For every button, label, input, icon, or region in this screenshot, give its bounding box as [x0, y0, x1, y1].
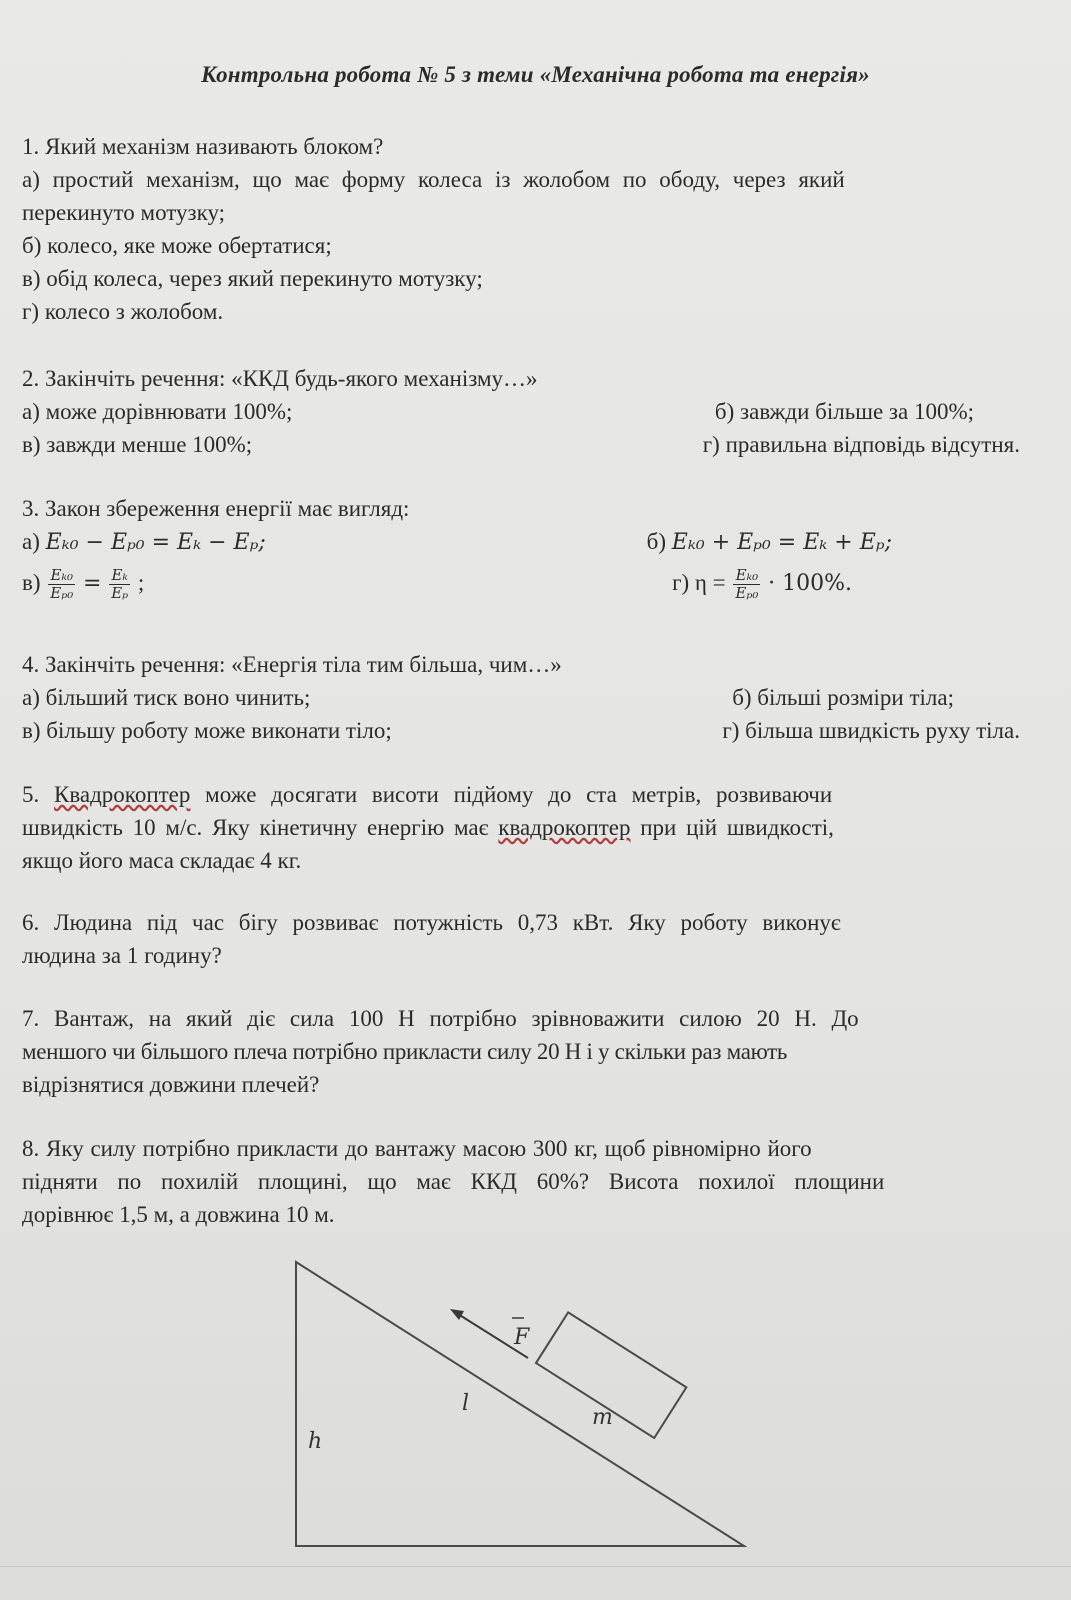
question-7-line-1: 7. Вантаж, на який діє сила 100 Н потрібно зрівноважити силою 20 Н. До: [22, 1006, 859, 1031]
question-1-option-b: б) колесо, яке може обертатися;: [22, 233, 332, 258]
question-5-line-2: швидкість 10 м/с. Яку кінетичну енергію має квадрокоптер при цій швидкості,: [22, 815, 834, 840]
question-3-option-d-end: · 100%.: [768, 570, 852, 596]
question-3-option-c-equals: =: [83, 570, 102, 596]
question-8-line-2: підняти по похилій площині, що має ККД 60%? Висота похилої площини: [22, 1169, 885, 1194]
question-3-option-c-fraction-1: $\frac{\text{Eₖ₀}}{\text{Eₚ₀}}$: [50, 566, 74, 603]
question-8-line-3: дорівнює 1,5 м, а довжина 10 м.: [22, 1202, 335, 1227]
question-1-option-a-cont: перекинуто мотузку;: [22, 200, 226, 225]
question-2-option-a: а) може дорівнювати 100%;: [22, 399, 293, 424]
quadcopter-word-2: квадрокоптер: [498, 815, 631, 840]
question-3-text: 3. Закон збереження енергії має вигляд:: [22, 496, 410, 521]
question-2-option-b: б) завжди більше за 100%;: [714, 399, 974, 424]
question-4-option-a: а) більший тиск воно чинить;: [22, 685, 311, 710]
question-8-line-1: 8. Яку силу потрібно прикласти до вантажу масою 300 кг, щоб рівномірно його: [22, 1136, 812, 1161]
question-4-option-d: г) більша швидкість руху тіла.: [722, 718, 1020, 743]
question-3-option-d-label: г) η =: [672, 569, 726, 595]
question-4-option-b: б) більші розміри тіла;: [732, 685, 954, 710]
quadcopter-word-1: Квадрокоптер: [54, 782, 191, 807]
question-7-line-3: відрізнятися довжини плечей?: [22, 1072, 320, 1097]
force-label: F: [514, 1325, 530, 1350]
question-5-line-3: якщо його маса складає 4 кг.: [22, 848, 302, 873]
question-1-option-a: а) простий механізм, що має форму колеса із жолобом по ободу, через який: [22, 167, 845, 192]
question-2-option-c: в) завжди менше 100%;: [22, 432, 253, 457]
question-4-text: 4. Закінчіть речення: «Енергія тіла тим більша, чим…»: [22, 652, 562, 677]
question-3-option-b-label: б): [646, 529, 667, 554]
question-1-option-c: в) обід колеса, через який перекинуто мотузку;: [22, 266, 483, 291]
question-3-option-d-fraction: $\frac{\text{Eₖ₀}}{\text{Eₚ₀}}$: [735, 566, 759, 603]
question-1-text: 1. Який механізм називають блоком?: [22, 134, 384, 159]
question-1-option-d: г) колесо з жолобом.: [22, 299, 224, 324]
mass-label: m: [592, 1405, 613, 1430]
question-2-text: 2. Закінчіть речення: «ККД будь-якого механізму…»: [22, 366, 538, 391]
page-bottom-edge: [0, 1566, 1071, 1567]
length-label: l: [462, 1391, 470, 1416]
question-2-option-d: г) правильна відповідь відсутня.: [702, 432, 1020, 457]
question-4-option-c: в) більшу роботу може виконати тіло;: [22, 718, 392, 743]
question-3-option-c-fraction-2: $\frac{\text{Eₖ}}{\text{Eₚ}}$: [111, 566, 129, 603]
question-6-line-2: людина за 1 годину?: [22, 943, 222, 968]
question-3-option-b-formula: Eₖ₀ + Eₚ₀ = Eₖ + Eₚ;: [671, 530, 892, 555]
question-3-option-c-end: ;: [137, 569, 145, 595]
question-3-option-a-label: а): [22, 529, 40, 554]
question-3-option-a-formula: Eₖ₀ − Eₚ₀ = Eₖ − Eₚ;: [45, 530, 266, 555]
question-7-line-2: меншого чи більшого плеча потрібно прикласти силу 20 Н і у скільки раз мають: [22, 1039, 788, 1064]
question-3-option-c-label: в): [22, 569, 41, 595]
height-label: h: [308, 1429, 323, 1454]
question-5-line-1: 5. Квадрокоптер може досягати висоти підйому до ста метрів, розвиваючи: [22, 782, 833, 807]
page-title: Контрольна робота № 5 з теми «Механічна робота та енергія»: [201, 62, 870, 87]
question-6-line-1: 6. Людина під час бігу розвиває потужність 0,73 кВт. Яку роботу виконує: [22, 910, 841, 935]
force-arrow-head: [450, 1309, 464, 1320]
